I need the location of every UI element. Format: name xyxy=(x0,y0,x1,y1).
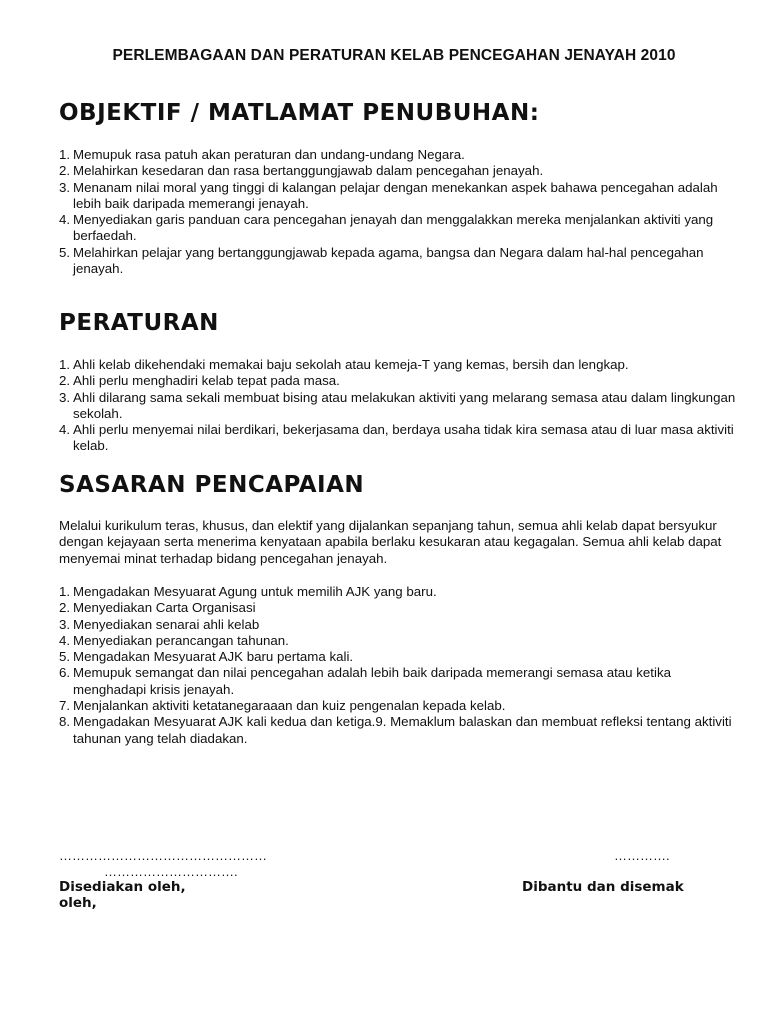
list-item-text: Mengadakan Mesyuarat Agung untuk memilih AJK yang baru. xyxy=(73,584,437,599)
list-item-text: Menanam nilai moral yang tinggi di kalangan pelajar dengan menekankan aspek bahawa pencegahan adalah lebih baik daripada memerangi jenayah. xyxy=(73,179,718,211)
list-item xyxy=(59,422,739,455)
prepared-by-label: Disediakan oleh, xyxy=(59,879,186,895)
list-item xyxy=(59,698,739,714)
list-item xyxy=(59,373,739,389)
list-item-number: 2. xyxy=(59,163,71,179)
list-item-text: Menyediakan senarai ahli kelab xyxy=(73,616,260,632)
list-item-text: Menjalankan aktiviti ketatanegaraaan dan kuiz pengenalan kepada kelab. xyxy=(73,698,506,714)
list-item-number: 3. xyxy=(59,389,71,405)
list-item-text: Memupuk semangat dan nilai pencegahan adalah lebih baik daripada memerangi semasa atau ketika menghadapi krisis jenayah. xyxy=(73,665,672,697)
objektif-list xyxy=(59,147,739,277)
section-heading-sasaran: SASARAN PENCAPAIAN xyxy=(59,472,365,498)
list-item xyxy=(59,584,739,600)
list-item xyxy=(59,600,739,616)
list-item-number: 5. xyxy=(59,244,71,260)
signature-line-second: …………………………. xyxy=(104,864,238,879)
list-item-number: 1. xyxy=(59,584,71,599)
list-item-number: 8. xyxy=(59,714,71,730)
list-item xyxy=(59,245,739,278)
list-item xyxy=(59,649,739,665)
list-item-text: Ahli perlu menyemai nilai berdikari, bekerjasama dan, berdaya usaha tidak kira semasa atau di luar masa aktiviti kelab. xyxy=(73,422,734,454)
list-item xyxy=(59,212,739,245)
list-item-text: Ahli kelab dikehendaki memakai baju sekolah atau kemeja-T yang kemas, bersih dan lengkap. xyxy=(73,357,629,372)
list-item xyxy=(59,633,739,649)
list-item-text: Menyediakan perancangan tahunan. xyxy=(73,632,289,648)
list-item-number: 2. xyxy=(59,373,71,389)
list-item-number: 3. xyxy=(59,179,71,195)
sasaran-intro: Melalui kurikulum teras, khusus, dan elektif yang dijalankan sepanjang tahun, semua ahli kelab dapat bersyukur dengan kejayaan serta menerima kenyataan apabila berlaku kesukaran atau kegagalan. Semua ahli kelab dapat menyemai minat terhadap bidang pencegahan jenayah. xyxy=(59,518,722,566)
list-item xyxy=(59,163,739,179)
list-item-text: Melahirkan pelajar yang bertanggungjawab kepada agama, bangsa dan Negara dalam hal-hal pencegahan jenayah. xyxy=(73,244,704,277)
list-item xyxy=(59,665,739,698)
list-item-number: 1. xyxy=(59,357,71,372)
list-item-text: Menyediakan garis panduan cara pencegahan jenayah dan menggalakkan mereka menjalankan aktiviti yang berfaedah. xyxy=(73,212,714,244)
list-item-number: 4. xyxy=(59,212,71,228)
section-heading-objektif: OBJEKTIF / MATLAMAT PENUBUHAN: xyxy=(59,100,540,126)
list-item xyxy=(59,390,739,423)
peraturan-list xyxy=(59,357,739,455)
signature-line-right: …………. xyxy=(614,848,670,863)
list-item xyxy=(59,147,739,163)
list-item-text: Mengadakan Mesyuarat AJK kali kedua dan ketiga.9. Memaklum balaskan dan membuat refleksi tentang aktiviti tahunan yang telah diadakan. xyxy=(73,714,732,746)
list-item-text: Mengadakan Mesyuarat AJK baru pertama kali. xyxy=(73,649,354,665)
list-item-number: 4. xyxy=(59,632,71,648)
page-title: PERLEMBAGAAN DAN PERATURAN KELAB PENCEGAHAN JENAYAH 2010 xyxy=(112,47,676,64)
sasaran-list xyxy=(59,584,739,747)
list-item-number: 6. xyxy=(59,665,71,681)
list-item-text: Ahli dilarang sama sekali membuat bising atau melakukan aktiviti yang melarang semasa atau dalam lingkungan sekolah. xyxy=(73,389,736,421)
signature-line-left: ………………………………………… xyxy=(59,848,267,863)
list-item xyxy=(59,714,739,747)
list-item-number: 4. xyxy=(59,422,71,438)
list-item-number: 2. xyxy=(59,600,71,616)
list-item-number: 1. xyxy=(59,147,71,162)
list-item xyxy=(59,617,739,633)
list-item-text: Melahirkan kesedaran dan rasa bertanggungjawab dalam pencegahan jenayah. xyxy=(73,163,544,179)
list-item-text: Ahli perlu menghadiri kelab tepat pada masa. xyxy=(73,373,340,389)
list-item-number: 7. xyxy=(59,698,71,714)
section-heading-peraturan: PERATURAN xyxy=(59,310,219,336)
assisted-by-label: Dibantu dan disemak xyxy=(522,879,684,895)
list-item-text: Memupuk rasa patuh akan peraturan dan undang-undang Negara. xyxy=(73,147,465,162)
list-item-number: 5. xyxy=(59,649,71,665)
list-item xyxy=(59,357,739,373)
list-item-text: Menyediakan Carta Organisasi xyxy=(73,600,256,616)
list-item xyxy=(59,180,739,213)
list-item-number: 3. xyxy=(59,616,71,632)
oleh-label: oleh, xyxy=(59,895,97,911)
